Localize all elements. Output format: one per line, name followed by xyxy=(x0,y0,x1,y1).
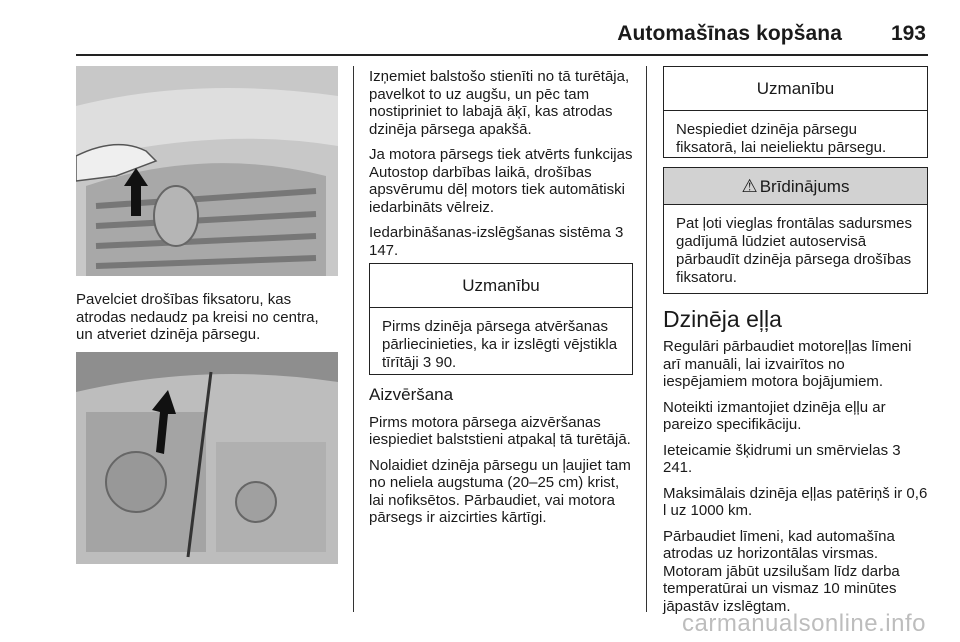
caution-box-title: Uzmanību xyxy=(370,264,632,308)
page-number: 193 xyxy=(890,22,926,45)
warning-box xyxy=(663,167,928,294)
paragraph-oil-5: Pārbaudiet līmeni, kad automašīna atrodas uz horizontālas virsmas. Motoram jābūt uzsilušam līdz darba temperatūrai un vismaz 10 minūtes jāpastāv izslēgtam. xyxy=(663,527,900,615)
column-1 xyxy=(76,291,338,352)
column-3 xyxy=(663,306,930,623)
column-divider-2 xyxy=(646,66,647,612)
watermark: carmanualsonline.info xyxy=(682,610,926,637)
paragraph-prop-rod: Izņemiet balstošo stienīti no tā turētāja, pavelkot to uz augšu, un pēc tam nostipriniet to labajā āķī, kas atrodas dzinēja pārsega apakšā. xyxy=(369,68,630,138)
warning-box-header xyxy=(664,168,927,205)
column-2-closing xyxy=(369,372,633,535)
section-title-engine-oil: Dzinēja eļļa xyxy=(663,306,782,332)
page-title: Automašīnas kopšana xyxy=(617,22,842,45)
paragraph-closing-1: Pirms motora pārsega aizvēršanas iespiediet balststieni atpakaļ tā turētājā. xyxy=(369,413,631,448)
paragraph-oil-2: Noteikti izmantojiet dzinēja eļļu ar pareizo specifikāciju. xyxy=(663,398,886,433)
hood-prop-illustration xyxy=(76,352,338,564)
header-rule xyxy=(76,54,928,56)
caution-box-hood xyxy=(663,66,928,158)
paragraph-oil-1: Regulāri pārbaudiet motoreļļas līmeni arī manuāli, lai izvairītos no iespējamiem motora bojājumiem. xyxy=(663,338,912,390)
paragraph-closing-2: Nolaidiet dzinēja pārsegu un ļaujiet tam no neliela augstuma (20–25 cm) krist, lai nofiksētos. Pārbaudiet, vai motora pārsegs ir aizcirties kārtīgi. xyxy=(369,456,631,526)
warning-box-title: Brīdinājums xyxy=(759,177,850,196)
paragraph-oil-4: Maksimālais dzinēja eļļas patēriņš ir 0,6 l uz 1000 km. xyxy=(663,484,928,519)
hood-release-illustration xyxy=(76,66,338,276)
caution-box-title-2: Uzmanību xyxy=(664,67,927,111)
caution-box-body-2: Nespiediet dzinēja pārsegu fiksatorā, lai neieliektu pārsegu. xyxy=(676,121,887,156)
paragraph-start-stop-ref: Iedarbināšanas-izslēgšanas sistēma 3 147. xyxy=(369,224,624,259)
warning-box-body: Pat ļoti vieglas frontālas sadursmes gadījumā lūdziet autoservisā pārbaudīt dzinēja pārsega drošības fiksatoru. xyxy=(676,215,912,286)
caution-box-body: Pirms dzinēja pārsega atvēršanas pārliecinieties, ka ir izslēgti vējstikla tīrītāji 3 90. xyxy=(382,318,618,371)
subheading-closing: Aizvēršana xyxy=(369,385,454,404)
column-2 xyxy=(369,68,633,267)
paragraph-autostop: Ja motora pārsegs tiek atvērts funkcijas Autostop darbības laikā, drošības apsvērumu dēļ motors tiek automātiski iedarbināts vēlreiz. xyxy=(369,146,633,216)
paragraph-oil-3: Ieteicamie šķidrumi un smērvielas 3 241. xyxy=(663,441,901,476)
warning-triangle-icon: ⚠ xyxy=(741,176,758,196)
caution-box-wipers xyxy=(369,263,633,375)
column-divider-1 xyxy=(353,66,354,612)
caption-hood-release: Pavelciet drošības fiksatoru, kas atrodas nedaudz pa kreisi no centra, un atveriet dzinēja pārsegu. xyxy=(76,291,319,343)
